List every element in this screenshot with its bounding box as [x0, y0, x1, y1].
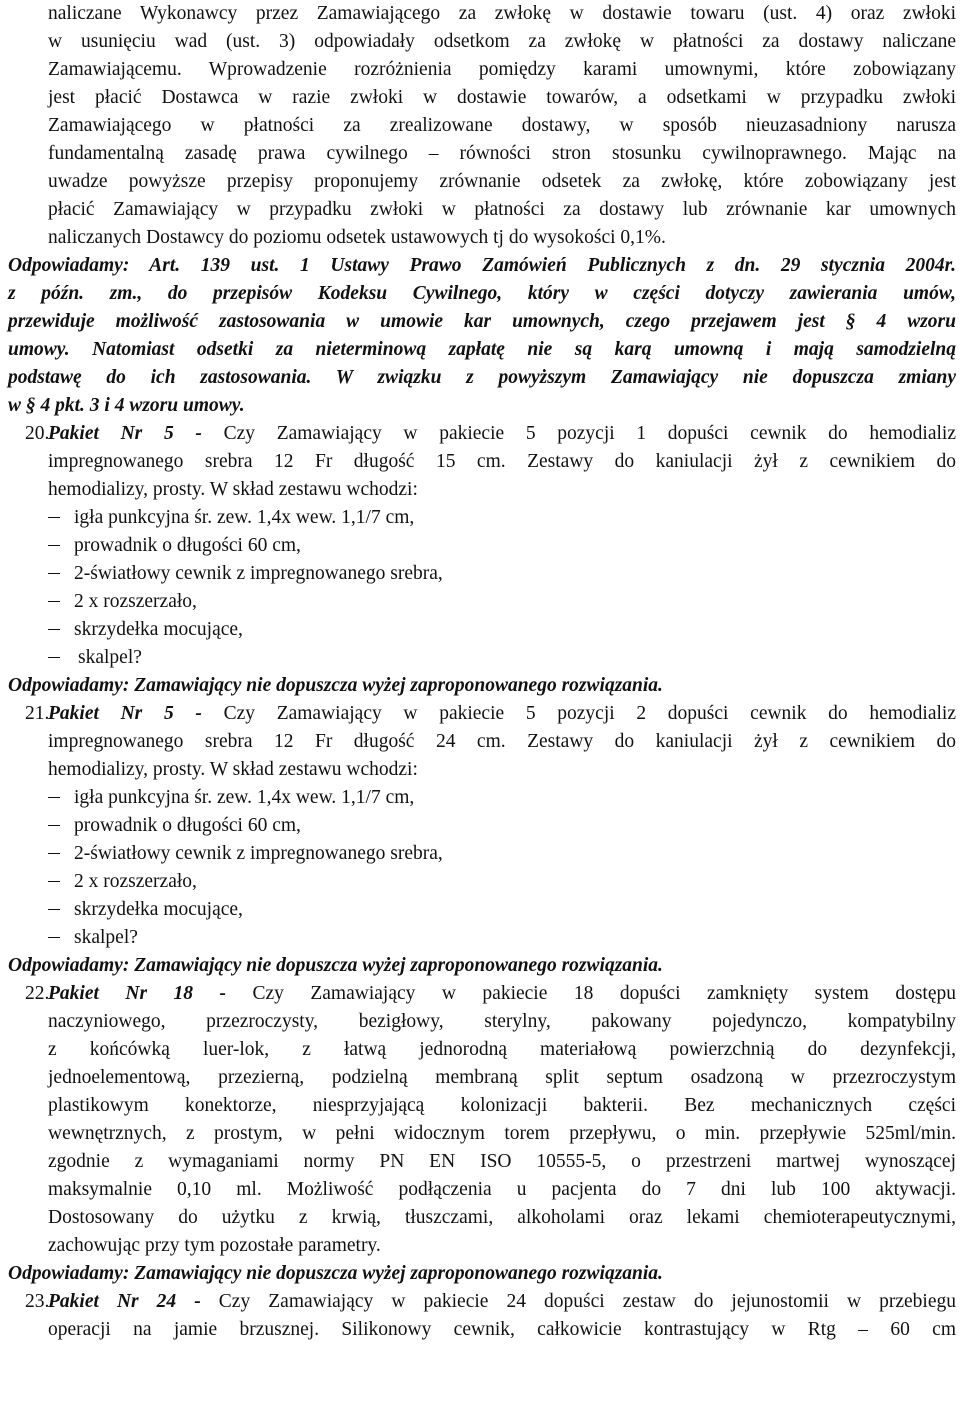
list-item: [48, 812, 301, 840]
package-label: Pakiet Nr 5 -: [48, 703, 202, 724]
list-item: [48, 560, 443, 588]
list-item-text: skrzydełka mocujące,: [74, 899, 243, 920]
question-line: z końcówką luer-lok, z łatwą jednorodną materiałową powierzchnią do dezynfekcji,: [48, 1039, 956, 1060]
package-label: Pakiet Nr 24 -: [48, 1291, 201, 1312]
question-line: Dostosowany do użytku z krwią, tłuszczami, alkoholami oraz lekami chemioterapeutycznymi,: [48, 1207, 956, 1228]
answer-line: podstawę do ich zastosowania. W związku z powyższym Zamawiający nie dopuszcza zmiany: [8, 367, 956, 388]
question-number: 23.: [25, 1291, 50, 1312]
dash-bullet: [48, 545, 60, 547]
dash-bullet: [48, 797, 60, 799]
question-line: hemodializy, prosty. W skład zestawu wchodzi:: [48, 479, 418, 500]
list-item-text: 2 x rozszerzało,: [74, 871, 197, 892]
question-line: maksymalnie 0,10 ml. Możliwość podłączenia u pacjenta do 7 dni lub 100 aktywacji.: [48, 1179, 956, 1200]
question-line: impregnowanego srebra 12 Fr długość 15 cm. Zestawy do kaniulacji żył z cewnikiem do: [48, 451, 956, 472]
question-line: [48, 700, 956, 728]
answer-line: Odpowiadamy: Art. 139 ust. 1 Ustawy Prawo Zamówień Publicznych z dn. 29 stycznia 2004r.: [8, 255, 956, 276]
text-line: naliczanych Dostawcy do poziomu odsetek ustawowych tj do wysokości 0,1%.: [48, 227, 666, 248]
answer-line: w § 4 pkt. 3 i 4 wzoru umowy.: [8, 395, 245, 416]
dash-bullet: [48, 825, 60, 827]
package-label: Pakiet Nr 18 -: [48, 983, 226, 1004]
package-label: Pakiet Nr 5 -: [48, 423, 202, 444]
question-number: 22.: [25, 983, 50, 1004]
answer-line: z późn. zm., do przepisów Kodeksu Cywilnego, który w części dotyczy zawierania umów,: [8, 283, 956, 304]
dash-bullet: [48, 937, 60, 939]
answer-line: Odpowiadamy: Zamawiający nie dopuszcza wyżej zaproponowanego rozwiązania.: [8, 955, 663, 976]
list-item-text: 2-światłowy cewnik z impregnowanego srebra,: [74, 563, 443, 584]
question-line: naczyniowego, przezroczysty, bezigłowy, sterylny, pakowany pojedynczo, kompatybilny: [48, 1011, 956, 1032]
text-line: fundamentalną zasadę prawa cywilnego – równości stron stosunku cywilnoprawnego. Mając na: [48, 143, 956, 164]
list-item-text: 2 x rozszerzało,: [74, 591, 197, 612]
list-item: [48, 532, 301, 560]
dash-bullet: [48, 881, 60, 883]
question-line: hemodializy, prosty. W skład zestawu wchodzi:: [48, 759, 418, 780]
text-line: Zamawiającego w płatności za zrealizowane dostawy, w sposób nieuzasadniony narusza: [48, 115, 956, 136]
question-text: Czy Zamawiający w pakiecie 18 dopuści zamknięty system dostępu: [226, 983, 956, 1004]
question-line: wewnętrznych, z prostym, w pełni widocznym torem przepływu, o min. przepływie 525ml/min.: [48, 1123, 956, 1144]
list-item: [48, 896, 243, 924]
text-line: w usunięciu wad (ust. 3) odpowiadały odsetkom za zwłokę w płatności za dostawy naliczane: [48, 31, 956, 52]
question-number: 20.: [25, 423, 50, 444]
dash-bullet: [48, 657, 60, 659]
list-item-text: skalpel?: [74, 927, 138, 948]
text-line: Zamawiającemu. Wprowadzenie rozróżnienia pomiędzy karami umownymi, które zobowiązany: [48, 59, 956, 80]
question-line: operacji na jamie brzusznej. Silikonowy cewnik, całkowicie kontrastujący w Rtg – 60 cm: [48, 1319, 956, 1340]
dash-bullet: [48, 601, 60, 603]
question-text: Czy Zamawiający w pakiecie 5 pozycji 1 dopuści cewnik do hemodializ: [201, 423, 956, 444]
list-item: [48, 644, 142, 672]
question-line: zachowując przy tym pozostałe parametry.: [48, 1235, 381, 1256]
question-line: jednoelementową, przezierną, podzielną membraną split septum osadzoną w przezroczystym: [48, 1067, 956, 1088]
question-line: [48, 980, 956, 1008]
dash-bullet: [48, 909, 60, 911]
list-item-text: skrzydełka mocujące,: [74, 619, 243, 640]
list-item-text: prowadnik o długości 60 cm,: [74, 815, 301, 836]
list-item: [48, 588, 197, 616]
question-line: impregnowanego srebra 12 Fr długość 24 cm. Zestawy do kaniulacji żył z cewnikiem do: [48, 731, 956, 752]
list-item: [48, 784, 414, 812]
dash-bullet: [48, 853, 60, 855]
list-item: [48, 868, 197, 896]
list-item: [48, 616, 243, 644]
question-line: plastikowym konektorze, niesprzyjającą kolonizacji bakterii. Bez mechanicznych części: [48, 1095, 956, 1116]
list-item: [48, 504, 414, 532]
answer-line: Odpowiadamy: Zamawiający nie dopuszcza wyżej zaproponowanego rozwiązania.: [8, 675, 663, 696]
list-item-text: skalpel?: [78, 647, 142, 668]
text-line: jest płacić Dostawca w razie zwłoki w dostawie towarów, a odsetkami w przypadku zwłoki: [48, 87, 956, 108]
question-line: [48, 420, 956, 448]
answer-line: umowy. Natomiast odsetki za nieterminową zapłatę nie są karą umowną i mają samodzielną: [8, 339, 956, 360]
dash-bullet: [48, 517, 60, 519]
text-line: uwadze powyższe przepisy proponujemy zrównanie odsetek za zwłokę, które zobowiązany jest: [48, 171, 956, 192]
answer-line: przewiduje możliwość zastosowania w umowie kar umownych, czego przejawem jest § 4 wzoru: [8, 311, 956, 332]
question-number: 21.: [25, 703, 50, 724]
intro-paragraph: [48, 0, 956, 252]
list-item: [48, 840, 443, 868]
answer-line: Odpowiadamy: Zamawiający nie dopuszcza wyżej zaproponowanego rozwiązania.: [8, 1263, 663, 1284]
list-item-text: igła punkcyjna śr. zew. 1,4x wew. 1,1/7 cm,: [74, 507, 415, 528]
list-item-text: igła punkcyjna śr. zew. 1,4x wew. 1,1/7 cm,: [74, 787, 415, 808]
list-item: [48, 924, 138, 952]
question-line: zgodnie z wymaganiami normy PN EN ISO 10555-5, o przestrzeni martwej wynoszącej: [48, 1151, 956, 1172]
dash-bullet: [48, 573, 60, 575]
list-item-text: prowadnik o długości 60 cm,: [74, 535, 301, 556]
answer-paragraph: [8, 252, 956, 420]
text-line: naliczane Wykonawcy przez Zamawiającego za zwłokę w dostawie towaru (ust. 4) oraz zwłoki: [48, 3, 956, 24]
question-line: [48, 1288, 956, 1316]
question-text: Czy Zamawiający w pakiecie 5 pozycji 2 dopuści cewnik do hemodializ: [201, 703, 956, 724]
list-item-text: 2-światłowy cewnik z impregnowanego srebra,: [74, 843, 443, 864]
dash-bullet: [48, 629, 60, 631]
question-text: Czy Zamawiający w pakiecie 24 dopuści zestaw do jejunostomii w przebiegu: [200, 1291, 956, 1312]
text-line: płacić Zamawiający w przypadku zwłoki w płatności za dostawy lub zrównanie kar umownych: [48, 199, 956, 220]
